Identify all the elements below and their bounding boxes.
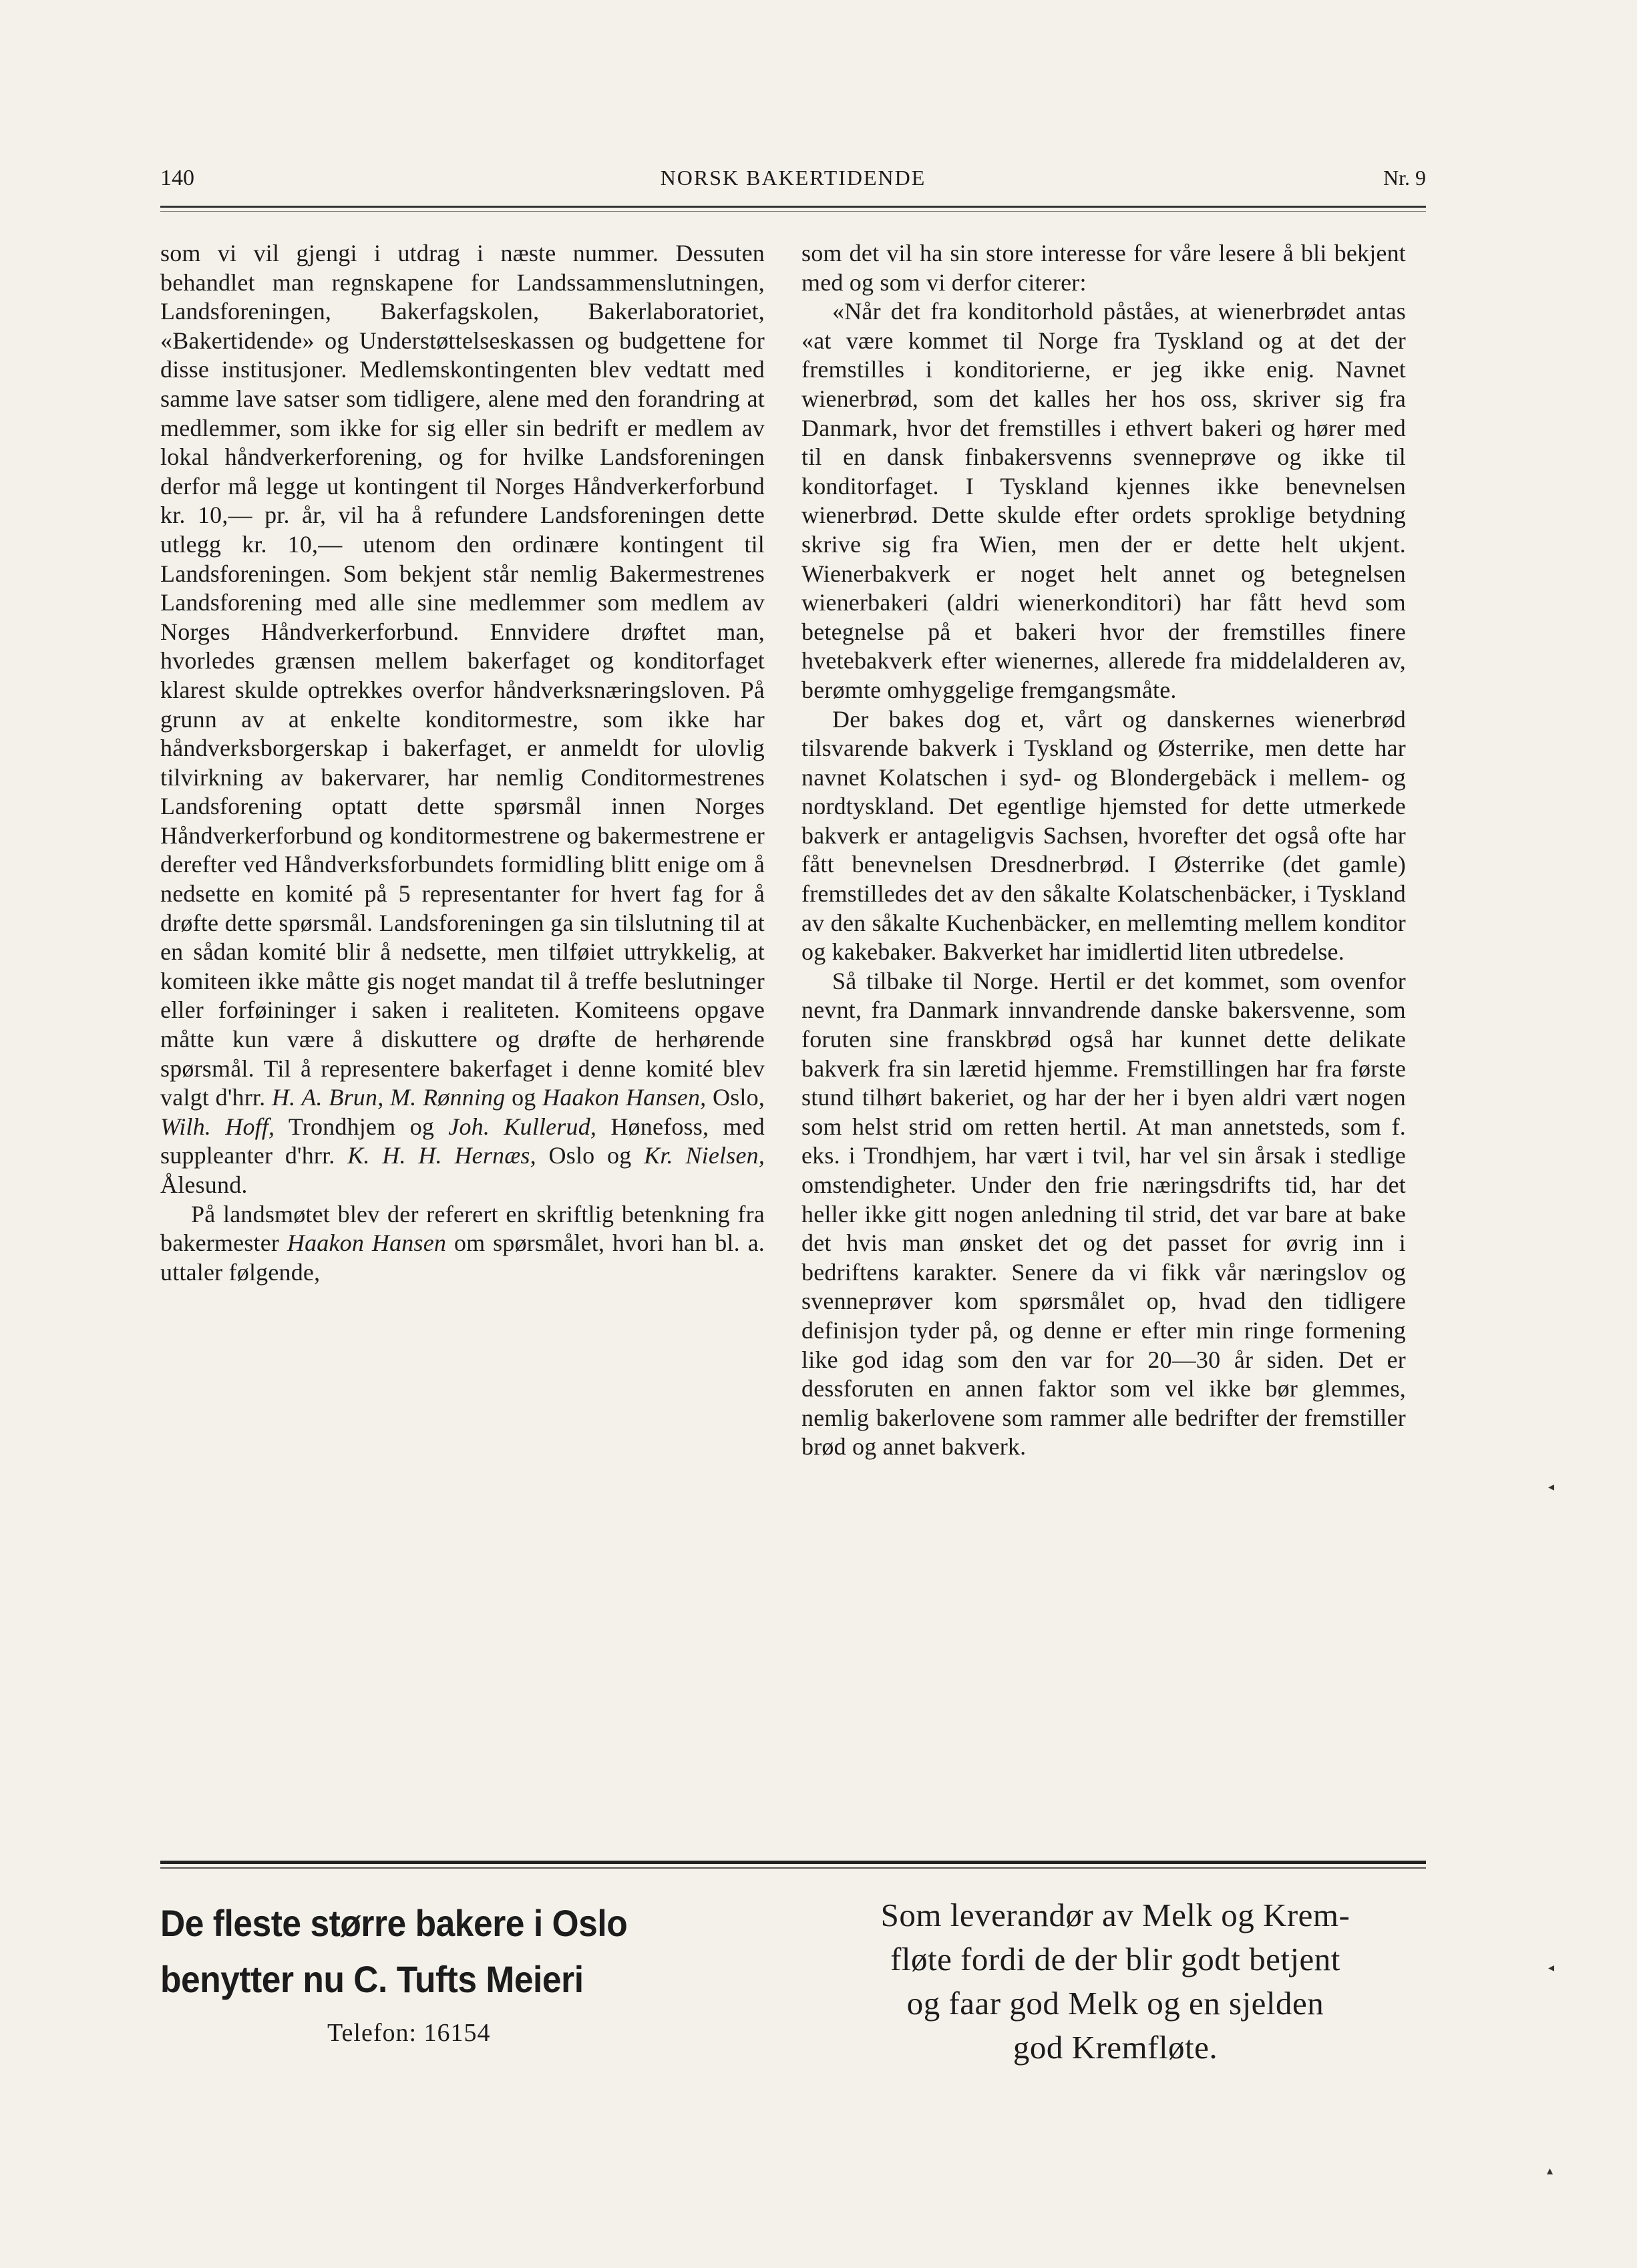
journal-title: NORSK BAKERTIDENDE [660,166,926,190]
advertisement-rule-thin [160,1867,1426,1869]
header-rule [160,206,1426,208]
right-paragraph-3: Der bakes dog et, vårt og danskernes wienerbrød tilsvarende bakverk i Tyskland og Østerrike, men dette har navnet Kolatschen i syd- og Blondergebäck i mellem- og nordtyskland. Det egentlige hjemsted for dette utmerkede bakverk er antageligvis Sachsen, hvorefter det også ofte har fått benevnelsen Dresdnerbrød. I Østerrike (det gamle) fremstilledes det av den såkalte Kolatschenbäcker, i Tyskland av den såkalte Kuchenbäcker, en mellemting mellem konditor og kakebaker. Bakverket har imidlertid liten utbredelse. [801,705,1406,966]
supplier-advertisement [808,1893,1423,2070]
margin-mark: ▴ [1547,2164,1554,2178]
text-run: Oslo, [706,1084,765,1111]
committee-name: Joh. Kullerud, [448,1113,597,1140]
text-run: om spørsmålet, hvori han bl. a. uttaler følgende, [160,1230,765,1286]
advertisement-rule [160,1861,1426,1864]
ad-headline-line-1: De fleste større bakere i Oslo [160,1902,628,1944]
header-rule-thin [160,211,1426,212]
margin-mark: ◂ [1548,1961,1555,1975]
right-paragraph-1: som det vil ha sin store interesse for våre lesere å bli bekjent med og som vi derfor citerer: [801,240,1406,296]
text-run: Ålesund. [160,1171,248,1198]
ad-phone-number: Telefon: 16154 [327,2019,491,2047]
margin-mark: ◂ [1548,1480,1555,1494]
text-run: og [505,1084,543,1111]
text-run: som vi vil gjengi i utdrag i næste nummer. Dessuten behandlet man regnskapene for Landssammenslutningen, Landsforeningen, Bakerfagskolen, Bakerlaboratoriet, «Bakertidende» og Understøttelseskassen og budgettene for disse institusjoner. Medlemskontingenten blev vedtatt med samme lave satser som tidligere, alene med den forandring at medlemmer, som ikke for sig eller sin bedrift er medlem av lokal håndverkerforening, og for hvilke Landsforeningen derfor må legge ut kontingent til Norges Håndverkerforbund kr. 10,— pr. år, vil ha å refundere Landsforeningen dette utlegg kr. 10,— utenom den ordinære kontingent til Landsforeningen. Som bekjent står nemlig Bakermestrenes Landsforening med alle sine medlemmer som medlem av Norges Håndverkerforbund. Ennvidere drøftet man, hvorledes grænsen mellem bakerfaget og konditorfaget klarest skulde optrekkes overfor håndverksnæringsloven. På grunn av at enkelte konditormestre, som ikke har håndverksborgerskap i bakerfaget, er anmeldt for ulovlig tilvirkning av bakervarer, har nemlig Conditormestrenes Landsforening optatt dette spørsmål innen Norges Håndverkerforbund og konditormestrene og bakermestrene er derefter ved Håndverksforbundets formidling blitt enige om å nedsette en komité på 5 representanter for hvert fag for å drøfte dette spørsmål. Landsforeningen ga sin tilslutning til at en sådan komité blir å nedsette, men tilføiet uttrykkelig, at komiteen ikke måtte gis noget mandat til å treffe beslutninger eller forføininger i saken i realiteten. Komiteens opgave måtte kun være å diskuttere og drøfte de herhørende spørsmål. Til å representere bakerfaget i denne komité blev valgt d'hrr. [160,240,765,1111]
author-name: Haakon Hansen [287,1230,447,1257]
ad-text-line-2: fløte fordi de der blir godt betjent [890,1941,1340,1977]
ad-text-line-4: god Kremfløte. [1013,2029,1218,2066]
text-run: På landsmøtet blev der referert en skriftlig betenkning fra bakermester [160,1200,765,1257]
page-number: 140 [160,166,194,190]
text-run: Trondhjem og [275,1113,449,1140]
substitute-name: Kr. Nielsen, [644,1142,765,1169]
substitute-name: K. H. H. Hernæs, [347,1142,536,1169]
text-run: Hønefoss, med suppleanter d'hrr. [160,1113,765,1169]
running-header [160,166,1426,203]
issue-number: Nr. 9 [1383,166,1426,190]
dairy-advertisement [160,1895,748,2048]
committee-names: H. A. Brun, M. Rønning [271,1084,506,1111]
left-column [160,239,765,1287]
left-paragraph-1 [160,239,765,1200]
ad-headline-line-2: benytter nu C. Tufts Meieri [160,1958,584,2000]
ad-text-line-1: Som leverandør av Melk og Krem- [880,1897,1350,1933]
left-paragraph-2 [160,1200,765,1288]
right-paragraph-4: Så tilbake til Norge. Hertil er det kommet, som ovenfor nevnt, fra Danmark innvandrende danske bakersvenne, som foruten sine franskbrød også har kunnet dette delikate bakverk fra sin læretid hjemme. Fremstillingen har fra første stund tilhørt bakeriet, og har der her i byen aldri vært nogen som helst strid om retten hertil. At man annetsteds, som f. eks. i Trondhjem, har vært i tvil, har vel sin årsak i stedlige omstendigheter. Under den frie næringsdrifts tid, har det heller ikke gitt nogen anledning til strid, det var bare at bake det hvis man ønsket det og det passet for øvrig inn i bedriftens karakter. Senere da vi fikk vår næringslov og svenneprøver kom spørsmålet op, hvad den tidligere definisjon tyder på, og denne er efter min ringe formening like god idag som den var for 20—30 år siden. Det er dessforuten en annen faktor som vel ikke bør glemmes, nemlig bakerlovene som rammer alle bedrifter der fremstiller brød og annet bakverk. [801,967,1406,1461]
committee-name: Haakon Hansen, [542,1084,707,1111]
committee-name: Wilh. Hoff, [160,1113,275,1140]
right-column [801,239,1406,1462]
ad-text-line-3: og faar god Melk og en sjelden [906,1985,1324,2022]
right-paragraph-2: «Når det fra konditorhold påståes, at wienerbrødet antas «at være kommet til Norge fra Tyskland og at det der fremstilles i konditorierne, er jeg ikke enig. Navnet wienerbrød, som det kalles her hos oss, skriver sig fra Danmark, hvor det fremstilles i ethvert bakeri og hører med til en dansk finbakersvenns svenneprøve og ikke til konditorfaget. I Tyskland kjennes ikke benevnelsen wienerbrød. Dette skulde efter ordets sproklige betydning skrive sig fra Wien, men der er dette helt ukjent. Wienerbakverk er noget helt annet og betegnelsen wienerbakeri (aldri wienerkonditori) har fått hevd som betegnelse på et bakeri hvor der fremstilles finere hvetebakverk efter wienernes, allerede fra middelalderen av, berømte omhyggelige fremgangsmåte. [801,298,1406,703]
text-run: Oslo og [536,1142,645,1169]
